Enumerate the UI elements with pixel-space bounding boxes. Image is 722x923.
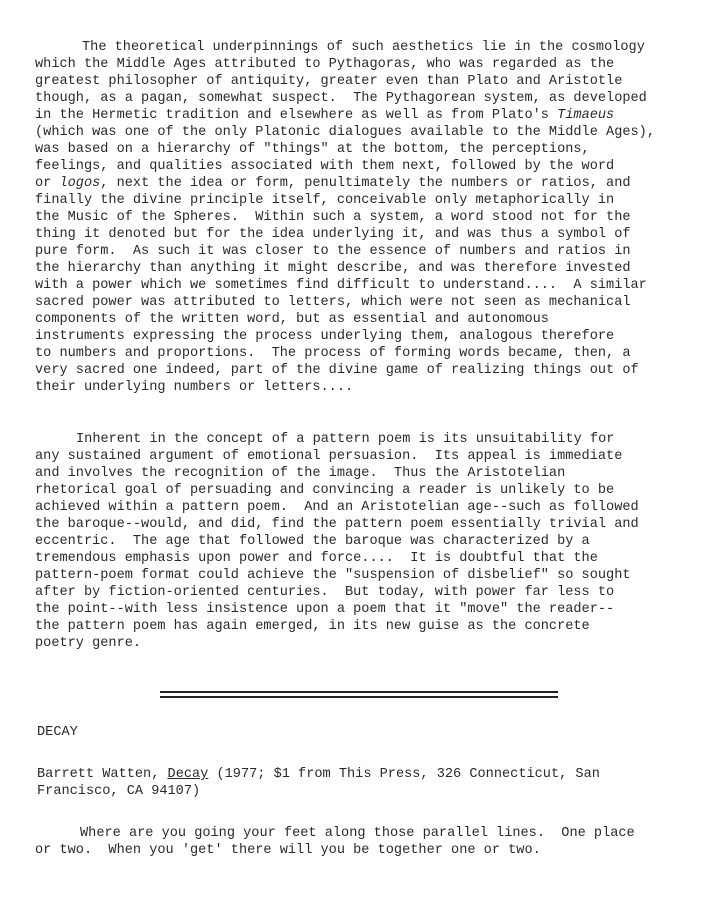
citation-author: Barrett Watten, — [37, 767, 168, 782]
text-line: was based on a hierarchy of "things" at the bottom, the perceptions, — [35, 142, 590, 157]
text-line — [35, 107, 614, 124]
text-line: with a power which we sometimes find difficult to understand.... A similar — [35, 278, 647, 293]
text-line: and involves the recognition of the image. Thus the Aristotelian — [35, 466, 566, 481]
text-line: pure form. As such it was closer to the essence of numbers and ratios in — [35, 244, 631, 259]
text-line: (which was one of the only Platonic dialogues available to the Middle Ages), — [35, 125, 655, 140]
text-line: components of the written word, but as essential and autonomous — [35, 312, 549, 327]
text-line: The theoretical underpinnings of such aesthetics lie in the cosmology — [82, 40, 645, 55]
section-heading: DECAY — [37, 725, 78, 740]
text-line: tremendous emphasis upon power and force.... It is doubtful that the — [35, 551, 598, 566]
double-rule-divider — [160, 691, 558, 697]
text-segment: or — [35, 176, 60, 191]
text-line: the pattern poem has again emerged, in its new guise as the concrete — [35, 619, 590, 634]
text-line: after by fiction-oriented centuries. But today, with power far less to — [35, 585, 615, 600]
divider-line-top — [160, 691, 558, 693]
text-line — [35, 175, 631, 192]
citation-line — [37, 766, 600, 783]
text-line: Inherent in the concept of a pattern poem is its unsuitability for — [76, 432, 615, 447]
citation-title: Decay — [167, 767, 209, 782]
text-line: eccentric. The age that followed the baroque was characterized by a — [35, 534, 590, 549]
text-line: achieved within a pattern poem. And an Aristotelian age--such as followed — [35, 500, 639, 515]
text-line: Where are you going your feet along those parallel lines. One place — [80, 826, 635, 841]
text-line: to numbers and proportions. The process of forming words became, then, a — [35, 346, 631, 361]
divider-line-bottom — [160, 696, 558, 698]
text-line: very sacred one indeed, part of the divine game of realizing things out of — [35, 363, 639, 378]
text-line: any sustained argument of emotional persuasion. Its appeal is immediate — [35, 449, 623, 464]
text-line: which the Middle Ages attributed to Pythagoras, who was regarded as the — [35, 57, 615, 72]
text-segment: in the Hermetic tradition and elsewhere as well as from Plato's — [35, 108, 558, 123]
italic-title-timaeus: Timaeus — [557, 108, 615, 123]
text-line: thing it denoted but for the idea underlying it, and was thus a symbol of — [35, 227, 631, 242]
text-line: the Music of the Spheres. Within such a system, a word stood not for the — [35, 210, 631, 225]
text-segment: , next the idea or form, penultimately the numbers or ratios, and — [100, 176, 631, 191]
text-line: though, as a pagan, somewhat suspect. The Pythagorean system, as developed — [35, 91, 647, 106]
text-line: poetry genre. — [35, 636, 142, 651]
text-line: their underlying numbers or letters.... — [35, 380, 354, 395]
text-line: the point--with less insistence upon a poem that it "move" the reader-- — [35, 602, 615, 617]
text-line: instruments expressing the process underlying them, analogous therefore — [35, 329, 615, 344]
text-line: greatest philosopher of antiquity, greater even than Plato and Aristotle — [35, 74, 623, 89]
text-line: or two. When you 'get' there will you be together one or two. — [35, 843, 541, 858]
italic-term-logos: logos — [59, 176, 101, 191]
text-line: pattern-poem format could achieve the "suspension of disbelief" so sought — [35, 568, 631, 583]
citation-details: (1977; $1 from This Press, 326 Connecticut, San — [208, 767, 600, 782]
text-line: sacred power was attributed to letters, which were not seen as mechanical — [35, 295, 631, 310]
text-line: rhetorical goal of persuading and convincing a reader is unlikely to be — [35, 483, 615, 498]
text-line: the hierarchy than anything it might describe, and was therefore invested — [35, 261, 631, 276]
text-line: feelings, and qualities associated with them next, followed by the word — [35, 159, 615, 174]
citation-line: Francisco, CA 94107) — [37, 784, 201, 799]
text-line: the baroque--would, and did, find the pattern poem essentially trivial and — [35, 517, 639, 532]
text-line: finally the divine principle itself, conceivable only metaphorically in — [35, 193, 615, 208]
